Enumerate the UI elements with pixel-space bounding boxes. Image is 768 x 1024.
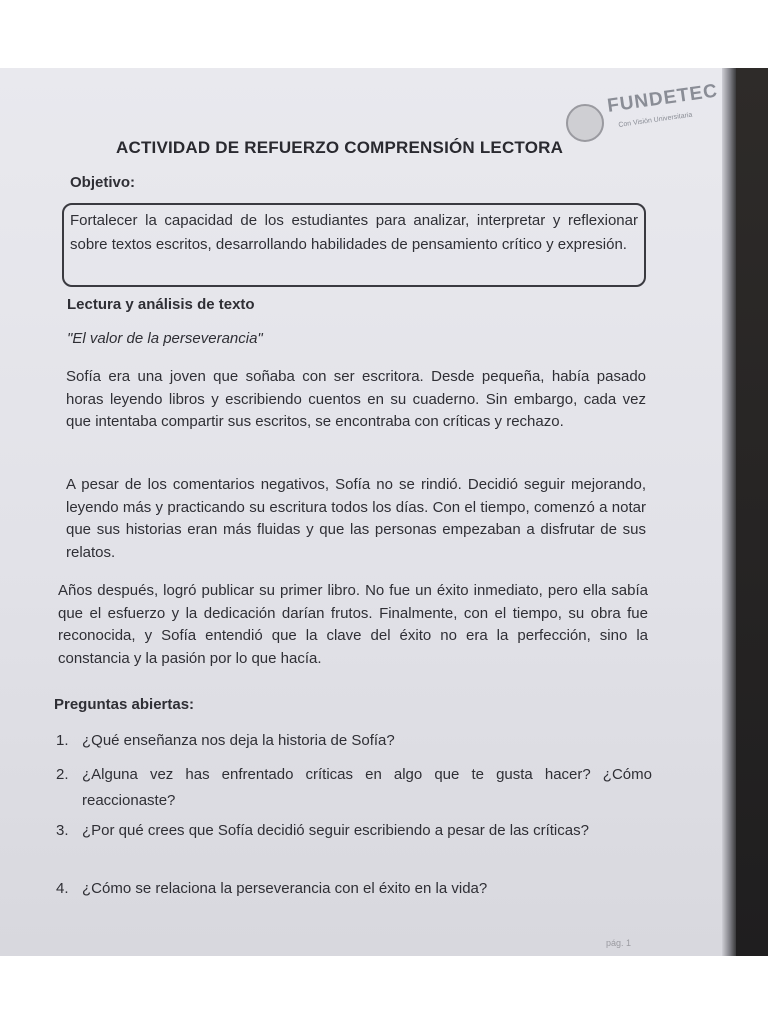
question-text: ¿Por qué crees que Sofía decidió seguir escribiendo a pesar de las críticas?: [82, 822, 589, 839]
question-item: [56, 876, 656, 902]
story-paragraph: Sofía era una joven que soñaba con ser escritora. Desde pequeña, había pasado horas leyendo libros y escribiendo cuentos en su cuaderno. Sin embargo, cada vez que intentaba compartir sus escritos, se encontraba con críticas y rechazo.: [66, 368, 646, 430]
question-number: 3.: [56, 822, 69, 839]
logo-emblem-icon: [566, 104, 604, 142]
questions-heading: Preguntas abiertas:: [54, 696, 195, 713]
paper-sheet: [0, 68, 730, 956]
question-item: [56, 728, 656, 754]
question-text: ¿Alguna vez has enfrentado críticas en algo que te gusta hacer? ¿Cómo reaccionaste?: [82, 766, 652, 809]
question-number: 2.: [56, 766, 69, 783]
question-number: 4.: [56, 880, 69, 897]
story-paragraph: A pesar de los comentarios negativos, Sofía no se rindió. Decidió seguir mejorando, leyendo más y practicando su escritura todos los días. Con el tiempo, comenzó a notar que sus historias eran más fluidas y que las personas empezaban a disfrutar de sus relatos.: [66, 476, 646, 561]
background-surface: [736, 68, 768, 956]
question-text: ¿Cómo se relaciona la perseverancia con el éxito en la vida?: [82, 880, 488, 897]
section-heading: Lectura y análisis de texto: [67, 296, 255, 313]
objective-box: [62, 203, 646, 287]
objective-text: Fortalecer la capacidad de los estudiantes para analizar, interpretar y reflexionar sobre textos escritos, desarrollando habilidades de pensamiento crítico y expresión.: [70, 212, 638, 253]
question-item: [56, 818, 656, 844]
document-photo: [0, 68, 768, 956]
objective-label: Objetivo:: [70, 174, 136, 191]
story-paragraph: Años después, logró publicar su primer libro. No fue un éxito inmediato, pero ella sabía que el esfuerzo y la dedicación darían frutos. Finalmente, con el tiempo, su obra fue reconocida, y Sofía entendió que la clave del éxito no era la perfección, sino la constancia y la pasión por lo que hacía.: [58, 582, 648, 667]
logo-tagline: Con Visión Universitaria: [618, 111, 693, 129]
document-title: ACTIVIDAD DE REFUERZO COMPRENSIÓN LECTORA: [116, 138, 564, 157]
paper-edge: [722, 68, 736, 956]
logo-name: FUNDETEC: [606, 80, 720, 117]
question-number: 1.: [56, 732, 69, 749]
question-text: ¿Qué enseñanza nos deja la historia de Sofía?: [82, 732, 395, 749]
fundetec-logo: [566, 80, 726, 142]
story-title: "El valor de la perseverancia": [67, 330, 263, 347]
question-item: [56, 762, 656, 814]
page-number: pág. 1: [606, 938, 632, 948]
